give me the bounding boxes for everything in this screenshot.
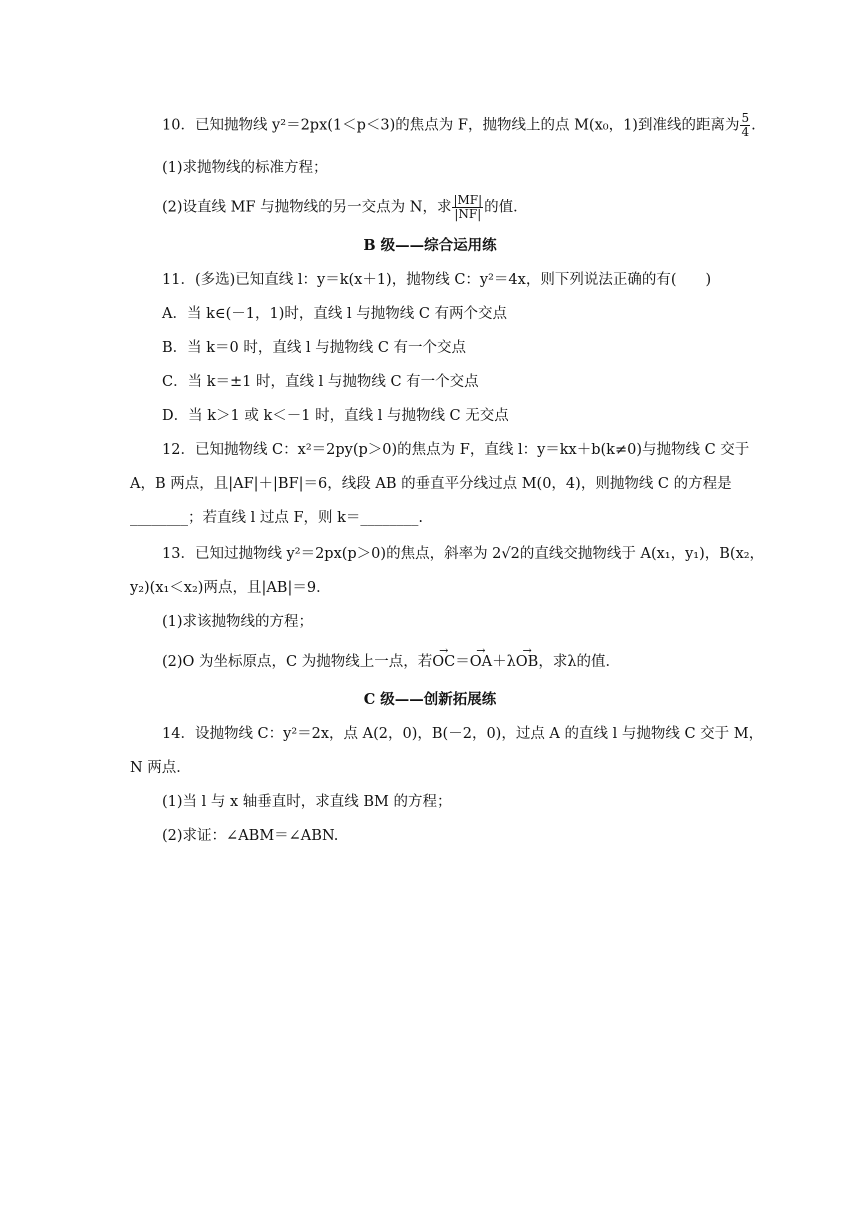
q11-option-c: C．当 k＝±1 时，直线 l 与抛物线 C 有一个交点 [162,374,479,390]
q11-option-a: A．当 k∈(－1，1)时，直线 l 与抛物线 C 有两个交点 [162,306,508,322]
section-heading-b: B 级——综合运用练 [363,237,497,254]
q14-part1: (1)当 l 与 x 轴垂直时，求直线 BM 的方程； [162,794,452,810]
q13-line1: 13．已知过抛物线 y²＝2px(p＞0)的焦点，斜率为 2√2的直线交抛物线于 A(x₁，y₁)，B(x₂， [162,546,765,562]
q13-line2: y₂)(x₁＜x₂)两点，且|AB|＝9． [130,580,331,596]
q11-option-b: B．当 k＝0 时，直线 l 与抛物线 C 有一个交点 [162,340,467,356]
q13-part1: (1)求该抛物线的方程； [162,614,314,630]
q11-option-d: D．当 k＞1 或 k＜－1 时，直线 l 与抛物线 C 无交点 [162,408,509,424]
q12-line1: 12．已知抛物线 C：x²＝2py(p＞0)的焦点为 F，直线 l：y＝kx＋b(k≠0)与抛物线 C 交于 [162,442,750,458]
q11-stem: 11．(多选)已知直线 l：y＝k(x＋1)，抛物线 C：y²＝4x，则下列说法正确的有( ) [162,272,712,288]
q14-line1: 14．设抛物线 C：y²＝2x，点 A(2，0)，B(－2，0)，过点 A 的直线 l 与抛物线 C 交于 M， [162,726,764,742]
vector-ob: → OB [516,652,539,672]
fraction-5-4: $\frac{5}{4}$ [741,111,750,139]
q10-part2: (2)设直线 MF 与抛物线的另一交点为 N，求 $\frac{|MF|}{|NF|}$ 的值． [162,193,528,221]
q12-line3: ________；若直线 l 过点 F，则 k＝________. [130,510,424,526]
q10-part1: (1)求抛物线的标准方程； [162,160,328,176]
q14-line2: N 两点． [130,760,191,776]
vector-oc: → OC [432,652,455,672]
q10-stem: 10．已知抛物线 y²＝2px(1＜p＜3)的焦点为 F，抛物线上的点 M(x₀，1)到准线的距离为 $\frac{5}{4}$ . [162,111,756,139]
section-heading-c: C 级——创新拓展练 [363,691,497,708]
vector-oa: → OA [470,652,492,672]
q12-line2: A，B 两点，且|AF|＋|BF|＝6，线段 AB 的垂直平分线过点 M(0，4)，则抛物线 C 的方程是 [130,476,732,492]
q13-part2: (2)O 为坐标原点，C 为抛物线上一点，若→ OC＝→ OA＋λ→ OB，求λ的值． [162,652,620,672]
q14-part2: (2)求证：∠ABM＝∠ABN. [162,828,339,844]
fraction-mf-nf: $\frac{|MF|}{|NF|}$ [453,193,483,221]
